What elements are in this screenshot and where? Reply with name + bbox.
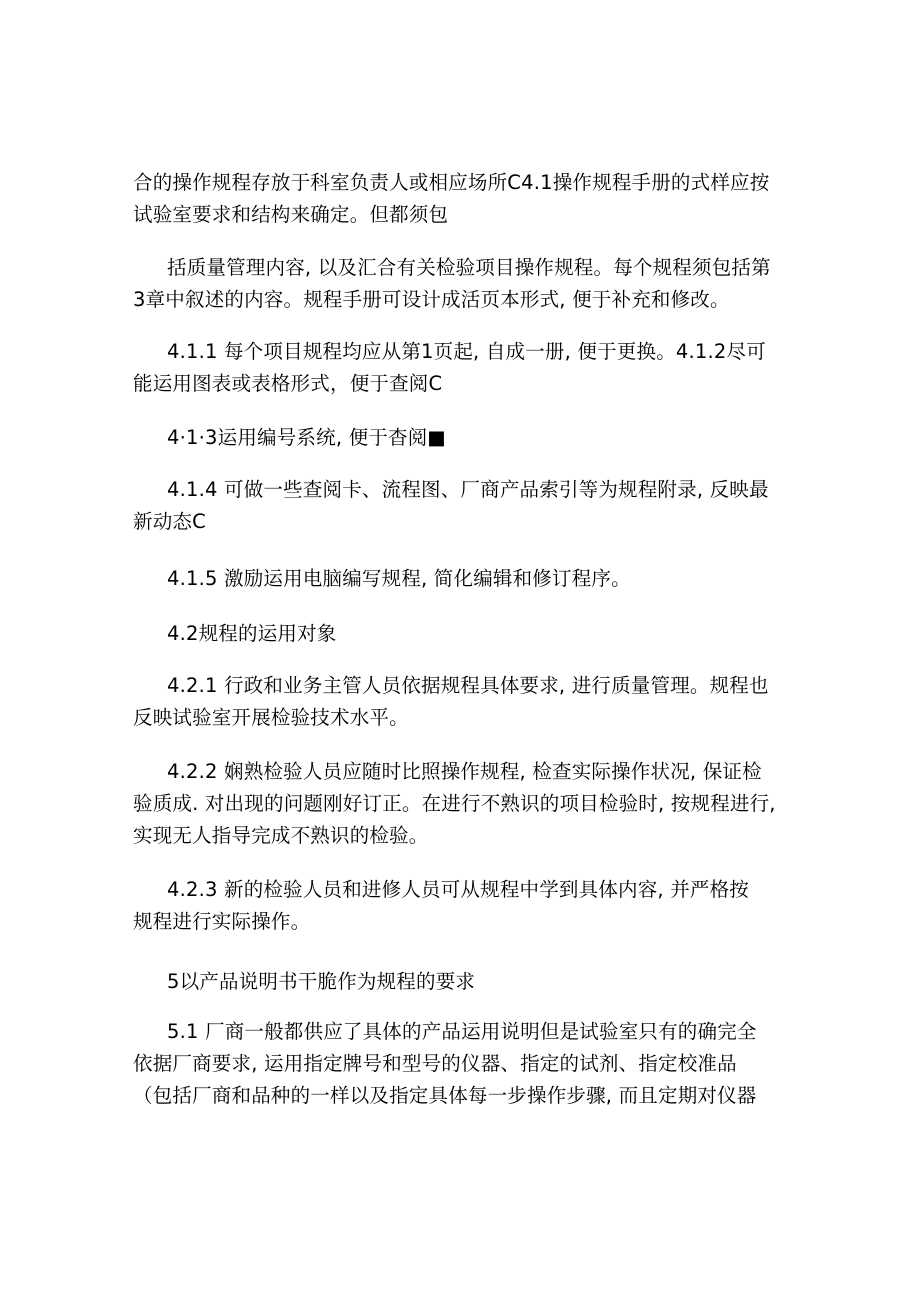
text-line: 5以产品说明书干脆作为规程的要求	[167, 970, 476, 993]
text-line: 4.1.5 激励运用电脑编写规程, 简化编辑和修订程序。	[167, 567, 631, 590]
text-line: 4.2.3 新的检验人员和进修人员可从规程中学到具体内容, 并严格按	[167, 878, 750, 901]
paragraph-4	[133, 422, 793, 454]
paragraph-7	[133, 618, 793, 650]
text-line: 新动态C	[133, 510, 206, 533]
text-line: 实现无人指导完成不熟识的检验。	[133, 824, 429, 847]
text-line: 依据厂商要求, 运用指定牌号和型号的仪器、指定的试剂、指定校准品	[133, 1052, 737, 1075]
paragraph-12	[133, 1016, 793, 1112]
text-line: 3章中叙述的内容。规程手册可设计成活页本形式, 便于补充和修改。	[133, 288, 730, 311]
text-line: 能运用图表或表格形式，便于查阅C	[133, 372, 443, 395]
text-line: 4·1·3运用编号系统, 便于杳阅■	[167, 426, 447, 449]
text-line: 4.1.1 每个项目规程均应从第1页起, 自成一册, 便于更换。4.1.2尽可	[167, 340, 766, 363]
text-line: 验质成. 对出现的问题刚好订正。在进行不熟识的项目检验时, 按规程进行,	[133, 792, 776, 815]
paragraph-11	[133, 966, 793, 998]
paragraph-1	[133, 167, 793, 231]
text-line: 4.2.2 娴熟检验人员应随时比照操作规程, 检查实际操作状况, 保证检	[167, 760, 762, 783]
text-line: 规程进行实际操作。	[133, 910, 311, 933]
paragraph-8	[133, 670, 793, 734]
text-line: 反映试验室开展检验技术水平。	[133, 706, 409, 729]
paragraph-2	[133, 252, 793, 316]
text-line: 括质量管理内容, 以及汇合有关检验项目操作规程。每个规程须包括第	[167, 256, 771, 279]
text-line: （包括厂商和品种的一样以及指定具体每一步操作步骤, 而且定期对仪器	[133, 1084, 757, 1107]
text-line: 4.1.4 可做一些查阅卡、流程图、厂商产品索引等为规程附录, 反映最	[167, 478, 769, 501]
text-line: 4.2.1 行政和业务主管人员依据规程具体要求, 进行质量管理。规程也	[167, 674, 769, 697]
text-line: 4.2规程的运用对象	[167, 622, 337, 645]
paragraph-9	[133, 756, 793, 852]
text-line: 5.1 厂商一般都供应了具体的产品运用说明但是试验室只有的确完全	[167, 1020, 757, 1043]
paragraph-10	[133, 874, 793, 938]
paragraph-5	[133, 474, 793, 538]
text-line: 试验室要求和结构来确定。但都须包	[133, 203, 449, 226]
paragraph-3	[133, 336, 793, 400]
text-line: 合的操作规程存放于科室负责人或相应场所C4.1操作规程手册的式样应按	[133, 171, 770, 194]
paragraph-6	[133, 563, 793, 595]
